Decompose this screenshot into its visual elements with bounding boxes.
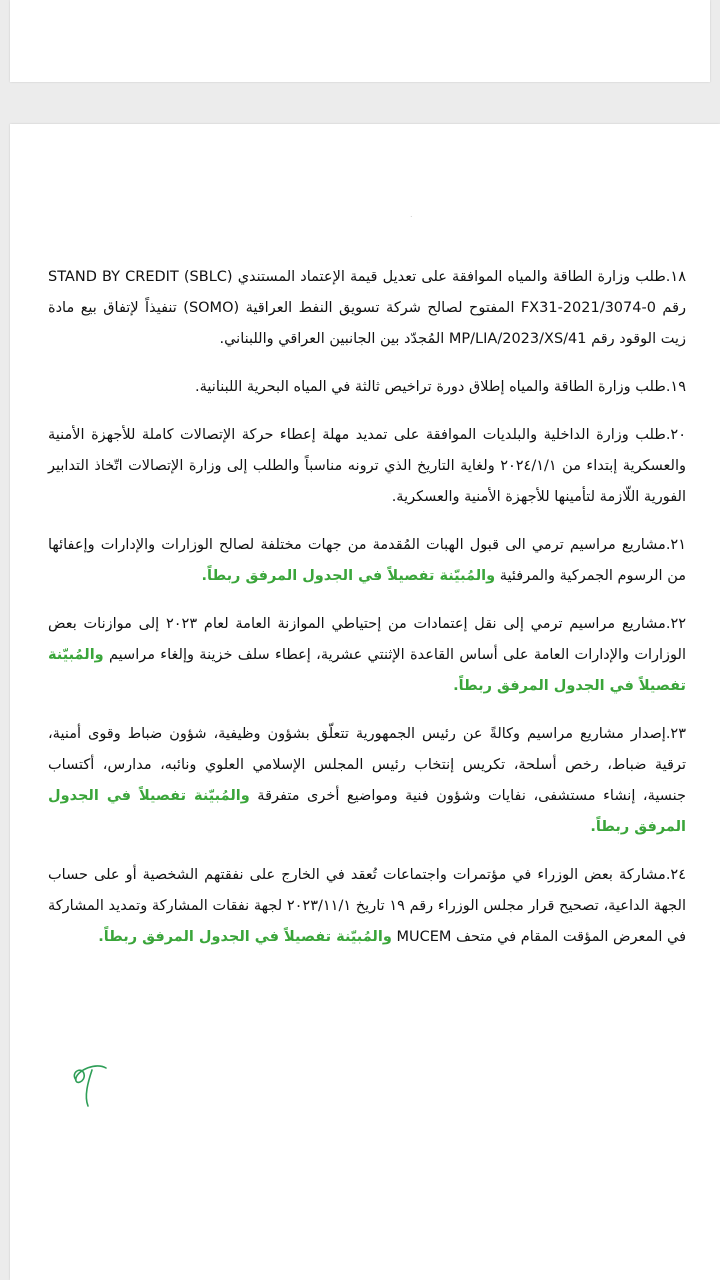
agenda-item-21 (48, 530, 686, 592)
item-number: ٢٢. (665, 616, 687, 632)
handwritten-signature-icon (62, 1052, 122, 1112)
item-number: ٢٠. (665, 427, 686, 443)
item-text: طلب وزارة الداخلية والبلديات الموافقة على تمديد مهلة إعطاء حركة الإتصالات كاملة للأجهزة الأمنية والعسكرية إبتداء من ٢٠٢٤/١/١ ولغاية التاريخ الذي ترونه مناسباً والطلب إلى وزارة الإتصالات اتّخاذ التدابير الفورية اللّازمة لتأمينها للأجهزة الأمنية والعسكرية. (48, 427, 686, 505)
item-number: ١٩. (665, 379, 686, 395)
item-text: مشاركة بعض الوزراء في مؤتمرات واجتماعات تُعقد في الخارج على نفقتهم الشخصية أو على حساب الجهة الداعية، تصحيح قرار مجلس الوزراء رقم ١٩ تاريخ ٢٠٢٣/١١/١ لجهة نفقات المشاركة وتمديد المشاركة في المعرض المؤقت المقام في متحف MUCEM (48, 867, 686, 945)
item-text: طلب وزارة الطاقة والمياه الموافقة على تعديل قيمة الإعتماد المستندي STAND BY CREDIT (SBLC) رقم FX31-2021/3074-0 المفتوح لصالح شركة تسويق النفط العراقية (SOMO) تنفيذاً لإتفاق بيع مادة زيت الوقود رقم MP/LIA/2023/XS/41 المُجدّد بين الجانبين العراقي واللبناني. (48, 269, 686, 347)
item-highlight: والمُبيّنة تفصيلاً في الجدول المرفق ربطاً. (201, 568, 496, 584)
agenda-item-24 (48, 860, 686, 953)
agenda-item-22 (48, 609, 686, 702)
item-number: ١٨. (665, 269, 686, 285)
item-number: ٢٣. (665, 726, 686, 742)
item-text: إصدار مشاريع مراسيم وكالةً عن رئيس الجمهورية تتعلّق بشؤون وظيفية، شؤون ضباط وقوى أمنية، ترقية ضباط، رخص أسلحة، تكريس إنتخاب رئيس المجلس الإسلامي العلوي ونائبه، مدارس، أكتساب جنسية، إنشاء مستشفى، نفايات وشؤون فنية ومواضيع أخرى متفرقة (48, 726, 686, 804)
document-page (10, 124, 720, 1280)
page-mark: . (410, 210, 413, 219)
agenda-item-23 (48, 719, 686, 843)
item-text: مشاريع مراسيم ترمي الى قبول الهبات المُقدمة من جهات مختلفة لصالح الوزارات والإدارات وإعفائها من الرسوم الجمركية والمرفئية (48, 537, 686, 584)
item-highlight: والمُبيّنة تفصيلاً في الجدول المرفق ربطاً. (98, 929, 392, 945)
agenda-item-18 (48, 262, 686, 355)
agenda-item-20 (48, 420, 686, 513)
previous-page (10, 0, 710, 82)
agenda-items (48, 262, 686, 953)
item-highlight: والمُبيّنة تفصيلاً في الجدول المرفق ربطاً. (48, 647, 686, 694)
item-number: ٢١. (665, 537, 686, 553)
item-highlight: والمُبيّنة تفصيلاً في الجدول المرفق ربطاً. (48, 788, 686, 835)
item-text: مشاريع مراسيم ترمي إلى نقل إعتمادات من إحتياطي الموازنة العامة لعام ٢٠٢٣ إلى موازنات بعض الوزارات والإدارات العامة على أساس القاعدة الإثنتي عشرية، إعطاء سلف خزينة وإلغاء مراسيم (48, 616, 686, 663)
item-number: ٢٤. (665, 867, 686, 883)
item-text: طلب وزارة الطاقة والمياه إطلاق دورة تراخيص ثالثة في المياه البحرية اللبنانية. (195, 379, 666, 395)
agenda-item-19 (48, 372, 686, 403)
